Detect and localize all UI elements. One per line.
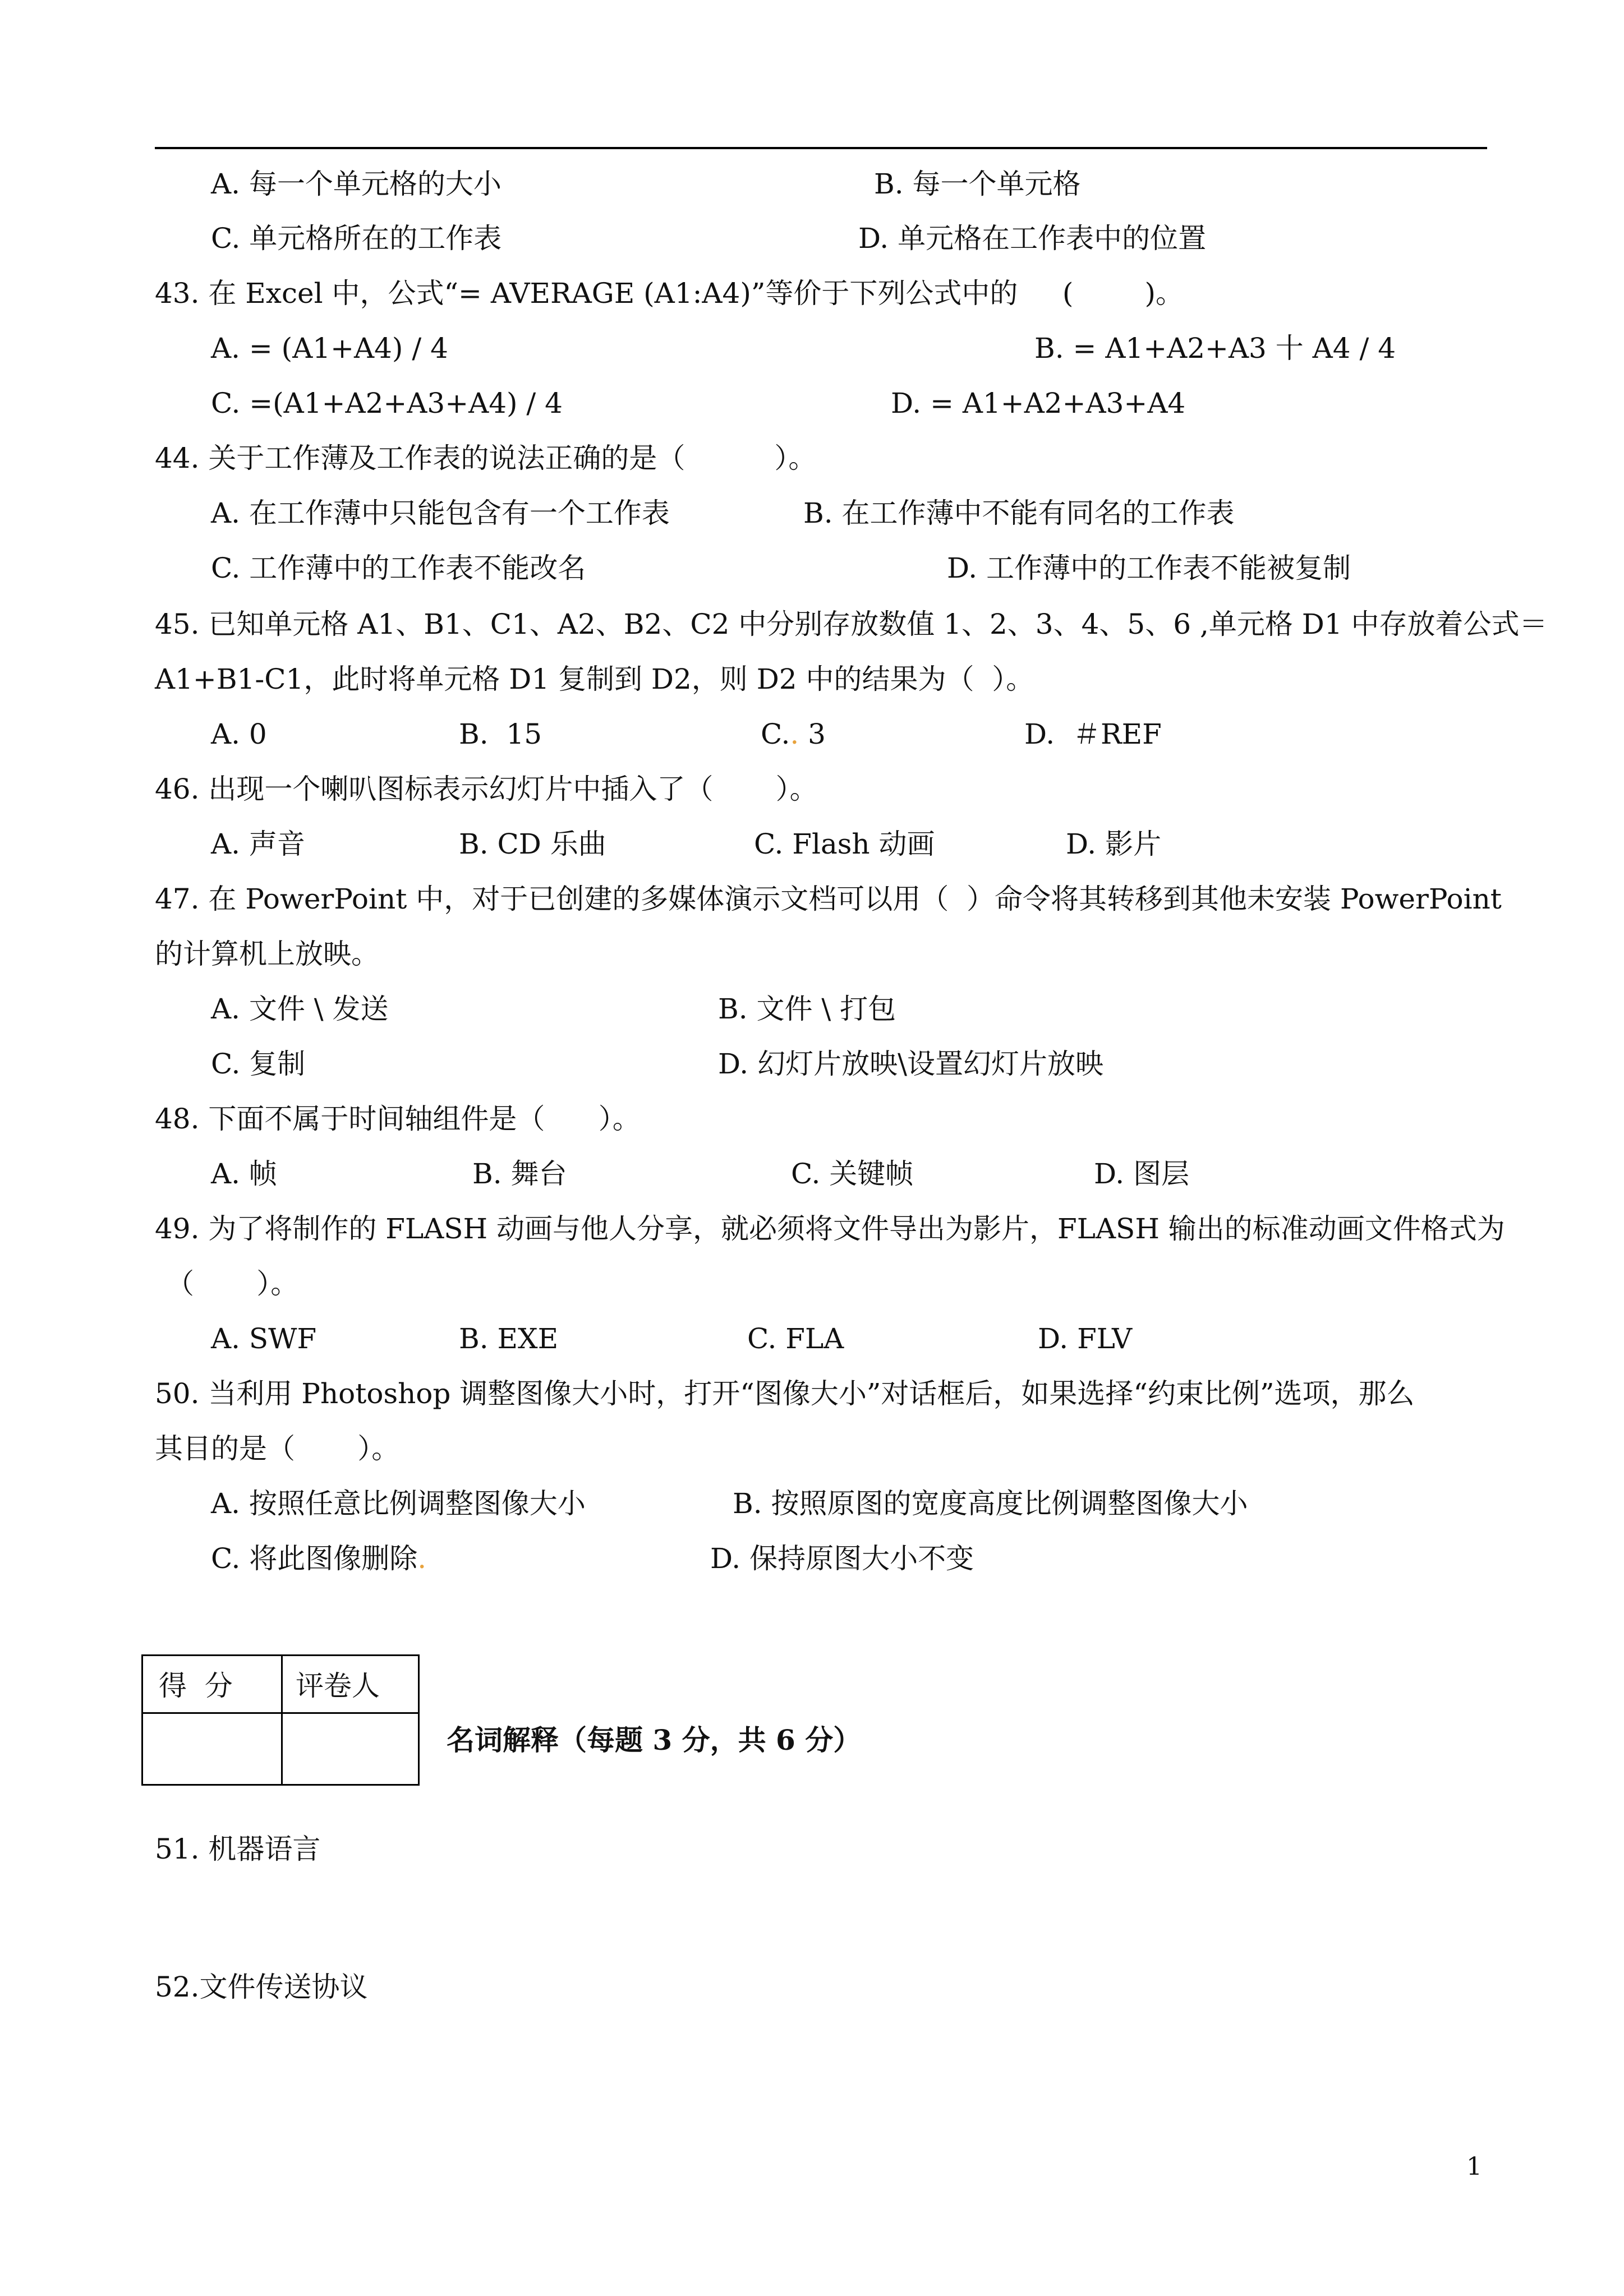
- q45-option-b: B. 15: [459, 718, 542, 750]
- section-title: 名词解释（每题 3 分，共 6 分）: [447, 1723, 862, 1756]
- q45-option-d: D. ＃REF: [1024, 718, 1162, 750]
- q43-stem: 43. 在 Excel 中，公式“= AVERAGE (A1:A4)”等价于下列公式中的 ( )。: [155, 277, 1184, 310]
- q43-option-d: D. = A1+A2+A3+A4: [891, 387, 1186, 419]
- q45-option-c-mark: .: [790, 718, 799, 750]
- q49-option-c: C. FLA: [747, 1322, 844, 1355]
- header-rule: [155, 147, 1487, 149]
- score-label: 得 分: [159, 1670, 233, 1702]
- q48-option-b: B. 舞台: [472, 1158, 567, 1190]
- q50-option-c-text: C. 将此图像删除: [211, 1542, 418, 1575]
- q43-option-a: A. = (A1+A4) / 4: [211, 332, 448, 365]
- q48-option-c: C. 关键帧: [791, 1158, 914, 1190]
- q49-option-b: B. EXE: [459, 1322, 559, 1355]
- q47-option-b: B. 文件 \ 打包: [718, 993, 896, 1025]
- q42-option-d: D. 单元格在工作表中的位置: [858, 222, 1207, 255]
- q48-stem: 48. 下面不属于时间轴组件是（ ）。: [155, 1103, 641, 1135]
- q42-option-c: C. 单元格所在的工作表: [211, 222, 502, 255]
- q45-stem-line2: A1+B1-C1，此时将单元格 D1 复制到 D2，则 D2 中的结果为（ ）。: [155, 663, 1034, 695]
- q48-option-a: A. 帧: [211, 1158, 277, 1190]
- grader-label: 评卷人: [296, 1670, 380, 1702]
- q49-option-a: A. SWF: [211, 1322, 317, 1355]
- q43-option-c: C. =(A1+A2+A3+A4) / 4: [211, 387, 563, 419]
- grader-input-cell[interactable]: [283, 1714, 418, 1786]
- q50-option-d: D. 保持原图大小不变: [710, 1542, 974, 1575]
- q50-option-c: [211, 1542, 427, 1575]
- q50-stem-line1: 50. 当利用 Photoshop 调整图像大小时，打开“图像大小”对话框后，如果选择“约束比例”选项，那么: [155, 1377, 1415, 1410]
- q44-option-c: C. 工作薄中的工作表不能改名: [211, 552, 586, 584]
- q47-stem-line1: 47. 在 PowerPoint 中，对于已创建的多媒体演示文档可以用（ ）命令将其转移到其他未安装 PowerPoint: [155, 883, 1502, 915]
- q52-stem: 52.文件传送协议: [155, 1971, 368, 2003]
- q50-option-b: B. 按照原图的宽度高度比例调整图像大小: [733, 1487, 1248, 1520]
- q51-stem: 51. 机器语言: [155, 1833, 321, 1865]
- q48-option-d: D. 图层: [1094, 1158, 1190, 1190]
- q46-option-d: D. 影片: [1066, 828, 1162, 860]
- score-input-cell[interactable]: [143, 1714, 281, 1786]
- q47-option-c: C. 复制: [211, 1048, 306, 1080]
- q45-option-a: A. 0: [211, 718, 267, 750]
- q42-option-b: B. 每一个单元格: [874, 168, 1081, 200]
- q46-option-a: A. 声音: [211, 828, 305, 860]
- q50-stem-line2: 其目的是（ ）。: [155, 1432, 400, 1465]
- q46-option-b: B. CD 乐曲: [459, 828, 606, 860]
- q46-option-c: C. Flash 动画: [754, 828, 935, 860]
- q46-stem: 46. 出现一个喇叭图标表示幻灯片中插入了（ ）。: [155, 773, 818, 805]
- page-number: 1: [1466, 2152, 1482, 2181]
- q44-option-d: D. 工作薄中的工作表不能被复制: [947, 552, 1351, 584]
- q50-option-a: A. 按照任意比例调整图像大小: [211, 1487, 586, 1520]
- q44-option-b: B. 在工作薄中不能有同名的工作表: [803, 497, 1235, 529]
- score-table: [141, 1654, 420, 1786]
- q43-option-b: B. = A1+A2+A3 十 A4 / 4: [1034, 332, 1396, 365]
- q49-option-d: D. FLV: [1038, 1322, 1133, 1355]
- q49-stem-line1: 49. 为了将制作的 FLASH 动画与他人分享，就必须将文件导出为影片，FLASH 输出的标准动画文件格式为: [155, 1212, 1505, 1245]
- q50-option-c-mark: .: [417, 1542, 427, 1575]
- q45-option-c: [761, 720, 826, 748]
- q49-stem-line2: （ ）。: [166, 1267, 299, 1300]
- q47-option-a: A. 文件 \ 发送: [211, 993, 389, 1025]
- q47-option-d: D. 幻灯片放映\设置幻灯片放映: [718, 1048, 1103, 1080]
- q44-option-a: A. 在工作薄中只能包含有一个工作表: [211, 497, 670, 529]
- q47-stem-line2: 的计算机上放映。: [155, 938, 379, 970]
- q45-option-c-prefix: C.: [761, 718, 790, 750]
- q45-option-c-value: 3: [799, 718, 826, 750]
- q42-option-a: A. 每一个单元格的大小: [211, 168, 502, 200]
- q45-stem-line1: 45. 已知单元格 A1、B1、C1、A2、B2、C2 中分别存放数值 1、2、3、4、5、6 ,单元格 D1 中存放着公式＝: [155, 608, 1548, 640]
- q44-stem: 44. 关于工作薄及工作表的说法正确的是（ ）。: [155, 442, 817, 474]
